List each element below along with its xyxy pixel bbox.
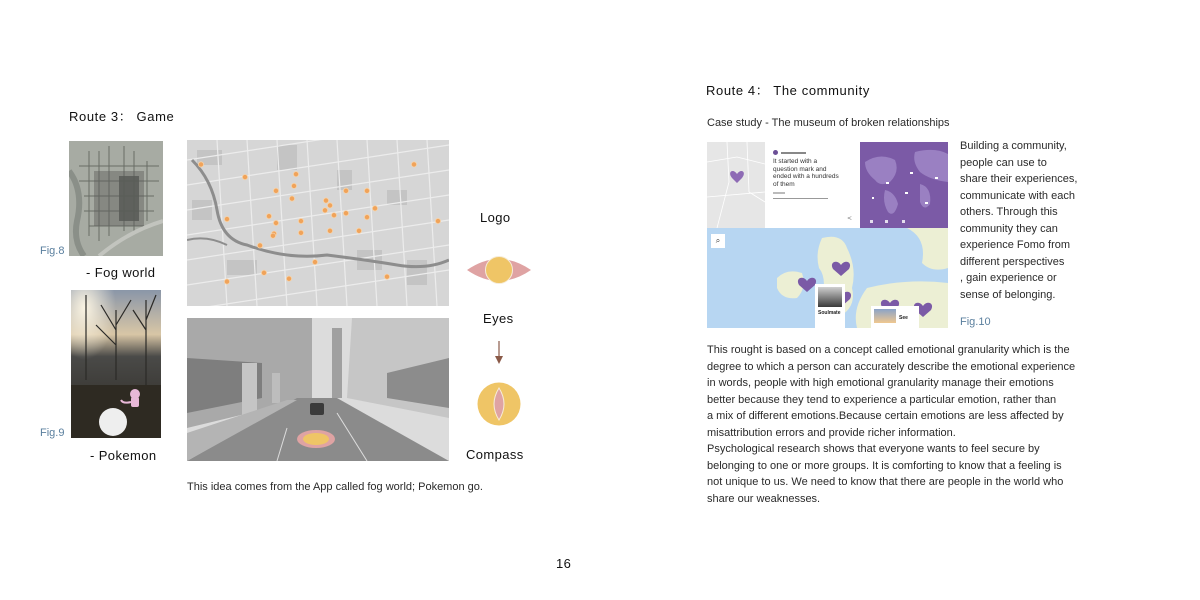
map-point-marker xyxy=(242,175,247,180)
paragraph-line: better because they tend to experience a particular emotion, rather than xyxy=(707,393,1057,406)
paragraph-line: a mix of different emotions.Because certain emotions are less affected by xyxy=(707,410,1064,422)
map-point-marker xyxy=(266,214,271,219)
map-point-marker xyxy=(411,162,416,167)
fog-world-satellite-image xyxy=(69,141,163,256)
map-point-marker xyxy=(291,183,296,188)
map-point-marker xyxy=(435,218,440,223)
paragraph-line: Psychological research shows that everyone wants to feel secure by xyxy=(707,443,1040,455)
side-text-line: communicate with each xyxy=(960,189,1075,202)
map-point-marker xyxy=(261,270,266,275)
fog-world-caption: - Fog world xyxy=(86,265,156,280)
paragraph-line: degree to which a person can accurately describe the emotional experience xyxy=(707,360,1076,373)
fig-10-label: Fig.10 xyxy=(960,316,991,328)
street-view-with-marker xyxy=(187,318,449,461)
map-point-marker xyxy=(298,230,303,235)
side-text-line: , gain experience or xyxy=(960,272,1057,284)
side-text-line: Building a community, xyxy=(960,140,1067,152)
logo-title: Logo xyxy=(480,210,511,225)
museum-website-screenshot xyxy=(707,142,948,328)
map-point-marker xyxy=(343,211,348,216)
location-marker-inner xyxy=(303,433,329,445)
paragraph-line: belonging to one or more groups. It is comforting to know that a feeling is xyxy=(707,459,1062,472)
search-icon[interactable]: ⌕ xyxy=(711,234,725,248)
side-text-line: experience Fomo from xyxy=(960,239,1071,251)
paragraph-line: share our weaknesses. xyxy=(707,492,821,505)
case-study-subtitle: Case study - The museum of broken relationships xyxy=(707,117,950,129)
map-point-marker xyxy=(286,276,291,281)
side-text-line: share their experiences, xyxy=(960,173,1078,185)
side-text-line: people can use to xyxy=(960,156,1047,169)
route-4-title: Route 4： The community xyxy=(706,83,870,98)
eyes-label: Eyes xyxy=(483,311,514,326)
usa-map-panel xyxy=(707,142,765,228)
paragraph-line: not unique to us. We need to know that there are people in the world who xyxy=(707,476,1064,488)
map-point-marker xyxy=(312,259,317,264)
map-point-marker xyxy=(273,220,278,225)
map-point-marker xyxy=(323,198,328,203)
map-point-marker xyxy=(372,206,377,211)
community-side-text xyxy=(960,138,1090,303)
route-3-title: Route 3： Game xyxy=(69,109,175,124)
avatar-icon xyxy=(773,150,778,155)
map-point-marker xyxy=(198,162,203,167)
map-card-soulmate[interactable]: Soulmate xyxy=(815,284,845,328)
story-card-title: It started with a question mark and ended with a hundreds of them xyxy=(773,158,839,188)
map-point-marker xyxy=(298,218,303,223)
side-text-line: others. Through this xyxy=(960,206,1058,218)
eye-logo-icon xyxy=(466,254,532,286)
compass-label: Compass xyxy=(466,447,524,462)
page-number: 16 xyxy=(556,556,572,571)
map-point-marker xyxy=(331,213,336,218)
inspiration-note: This idea comes from the App called fog world; Pokemon go. xyxy=(187,481,483,493)
emotional-granularity-paragraph xyxy=(707,342,1087,507)
map-point-marker xyxy=(364,215,369,220)
map-card-see[interactable]: See xyxy=(871,306,919,328)
purple-world-map-panel xyxy=(860,142,948,228)
paragraph-line: in words, people with high emotional granularity manage their emotions xyxy=(707,377,1054,389)
arrow-down-icon xyxy=(494,341,504,365)
europe-map-panel xyxy=(707,228,948,328)
compass-logo-icon xyxy=(477,382,521,426)
fig-8-label: Fig.8 xyxy=(40,245,65,257)
paragraph-line: misattribution errors and provide richer information. xyxy=(707,426,956,439)
map-point-marker xyxy=(343,188,348,193)
map-point-marker xyxy=(270,233,275,238)
paragraph-line: This rought is based on a concept called emotional granularity which is the xyxy=(707,344,1070,356)
map-point-marker xyxy=(327,203,332,208)
map-point-marker xyxy=(224,216,229,221)
pokemon-ar-image xyxy=(71,290,161,438)
map-point-marker xyxy=(257,243,262,248)
map-point-marker xyxy=(364,188,369,193)
side-text-line: sense of belonging. xyxy=(960,288,1056,301)
map-point-marker xyxy=(289,196,294,201)
map-point-marker xyxy=(327,228,332,233)
map-point-marker xyxy=(224,279,229,284)
map-point-marker xyxy=(322,208,327,213)
side-text-line: different perspectives xyxy=(960,255,1065,268)
map-point-marker xyxy=(384,274,389,279)
fig-9-label: Fig.9 xyxy=(40,427,65,439)
map-point-marker xyxy=(356,228,361,233)
map-point-marker xyxy=(293,172,298,177)
city-map-with-points xyxy=(187,140,449,306)
side-text-line: community they can xyxy=(960,222,1058,235)
map-point-marker xyxy=(273,188,278,193)
share-icon[interactable]: < xyxy=(846,215,852,222)
pokemon-caption: - Pokemon xyxy=(90,448,157,463)
story-card[interactable] xyxy=(765,144,860,228)
